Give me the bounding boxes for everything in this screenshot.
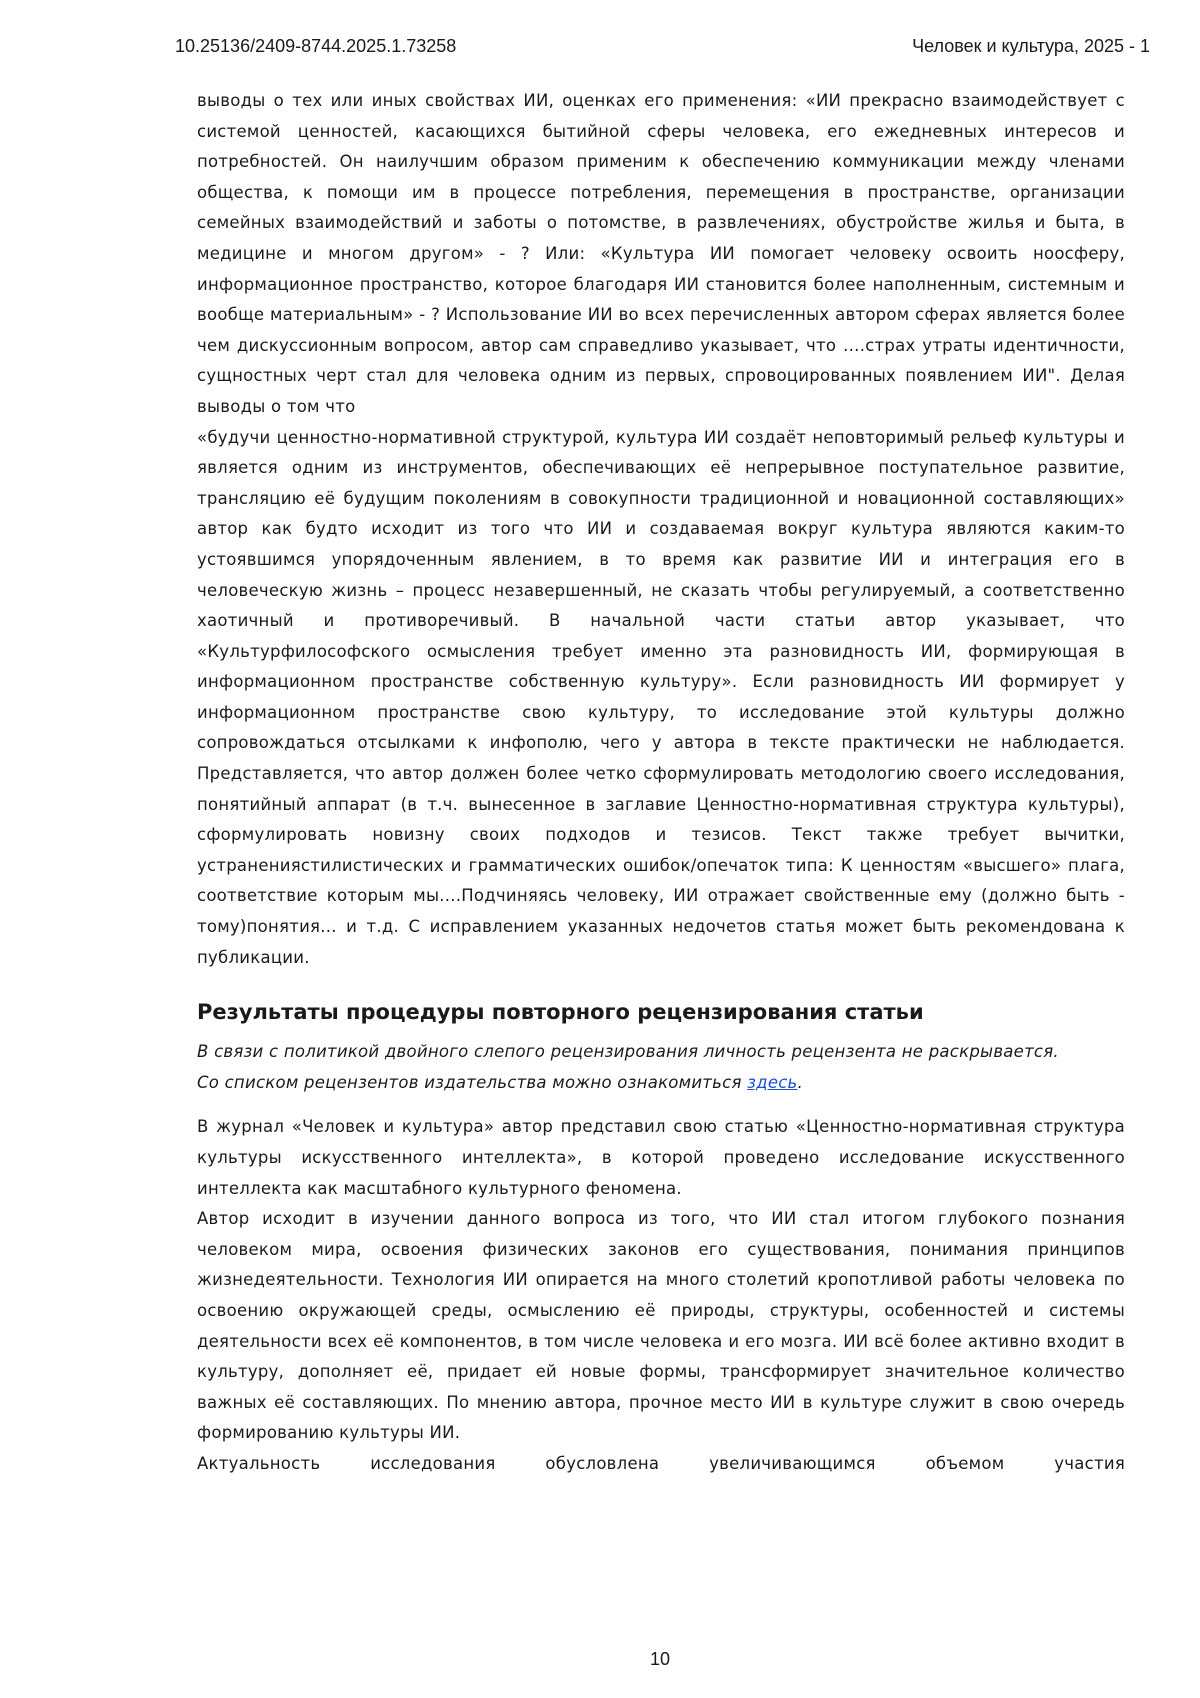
journal-issue-label: Человек и культура, 2025 - 1 <box>912 36 1150 56</box>
running-header <box>175 36 1150 62</box>
spacer <box>197 1098 1125 1112</box>
article-content <box>197 86 1125 1480</box>
body-paragraph: выводы о тех или иных свойствах ИИ, оценках его применения: «ИИ прекрасно взаимодействует с системой ценностей, касающихся бытийной сферы человека, его ежедневных интересов и потребностей. Он наилучшим образом применим к обеспечению коммуникации между членами общества, к помощи им в процессе потребления, перемещения в пространстве, организации семейных взаимодействий и заботы о потомстве, в развлечениях, обустройстве жилья и быта, в медицине и многом другом» - ? Или: «Культура ИИ помогает человеку освоить ноосферу, информационное пространство, которое благодаря ИИ становится более наполненным, системным и вообще материальным» - ? Использование ИИ во всех перечисленных автором сферах является более чем дискуссионным вопросом, автор сам справедливо указывает, что ….страх утраты идентичности, сущностных черт стал для человека одним из первых, спровоцированных появлением ИИ". Делая выводы о том что <box>197 91 1125 416</box>
body-paragraph: «будучи ценностно-нормативной структурой, культура ИИ создаёт неповторимый рельеф культуры и является одним из инструментов, обеспечивающих её непрерывное поступательное развитие, трансляцию её будущим поколениям в совокупности традиционной и новационной составляющих» автор как будто исходит из того что ИИ и создаваемая вокруг культура являются каким-то устоявшимся упорядоченным явлением, в то время как развитие ИИ и интеграция его в человеческую жизнь – процесс незавершенный, не сказать чтобы регулируемый, а соответственно хаотичный и противоречивый. В начальной части статьи автор указывает, что «Культурфилософского осмысления требует именно эта разновидность ИИ, формирующая в информационном пространстве собственную культуру». Если разновидность ИИ формирует у информационном пространстве свою культуру, то исследование этой культуры должно сопровождаться отсылками к инфополю, чего у автора в тексте практически не наблюдается. Представляется, что автор должен более четко сформулировать методологию своего исследования, понятийный аппарат (в т.ч. вынесенное в заглавие Ценностно-нормативная структура культуры), сформулировать новизну своих подходов и тезисов. Текст также требует вычитки, устраненияcтилистических и грамматических ошибок/опечаток типа: К ценностям «высшего» плага, соответствие которым мы....Подчиняясь человеку, ИИ отражает свойственные ему (должно быть - тому)понятия... и т.д. С исправлением указанных недочетов статья может быть рекомендована к публикации. <box>197 427 1125 967</box>
reviewers-list-note <box>197 1068 1125 1099</box>
section-heading: Результаты процедуры повторного рецензирования статьи <box>197 1000 924 1025</box>
doi-label: 10.25136/2409-8744.2025.1.73258 <box>175 36 457 56</box>
blind-review-note: В связи с политикой двойного слепого рецензирования личность рецензента не раскрывается. <box>197 1042 1059 1062</box>
review-paragraph: Автор исходит в изучении данного вопроса из того, что ИИ стал итогом глубокого познания человеком мира, освоения физических законов его существования, понимания принципов жизнедеятельности. Технология ИИ опирается на много столетий кропотливой работы человека по освоению окружающей среды, осмыслению её природы, структуры, особенностей и системы деятельности всех её компонентов, в том числе человека и его мозга. ИИ всё более активно входит в культуру, дополняет её, придает ей новые формы, трансформирует значительное количество важных её составляющих. По мнению автора, прочное место ИИ в культуре служит в свою очередь формированию культуры ИИ. <box>197 1209 1125 1443</box>
reviewers-note-text: Со списком рецензентов издательства можно ознакомиться <box>197 1072 748 1092</box>
review-paragraph: Актуальность исследования обусловлена увеличивающимся объемом участия <box>197 1453 1125 1473</box>
page-number: 10 <box>649 1649 671 1669</box>
reviewers-note-suffix: . <box>797 1072 804 1092</box>
review-paragraph: В журнал «Человек и культура» автор представил свою статью «Ценностно-нормативная структура культуры искусственного интеллекта», в которой проведено исследование искусственного интеллекта как масштабного культурного феномена. <box>197 1117 1125 1198</box>
reviewers-link[interactable]: здесь <box>747 1072 798 1092</box>
